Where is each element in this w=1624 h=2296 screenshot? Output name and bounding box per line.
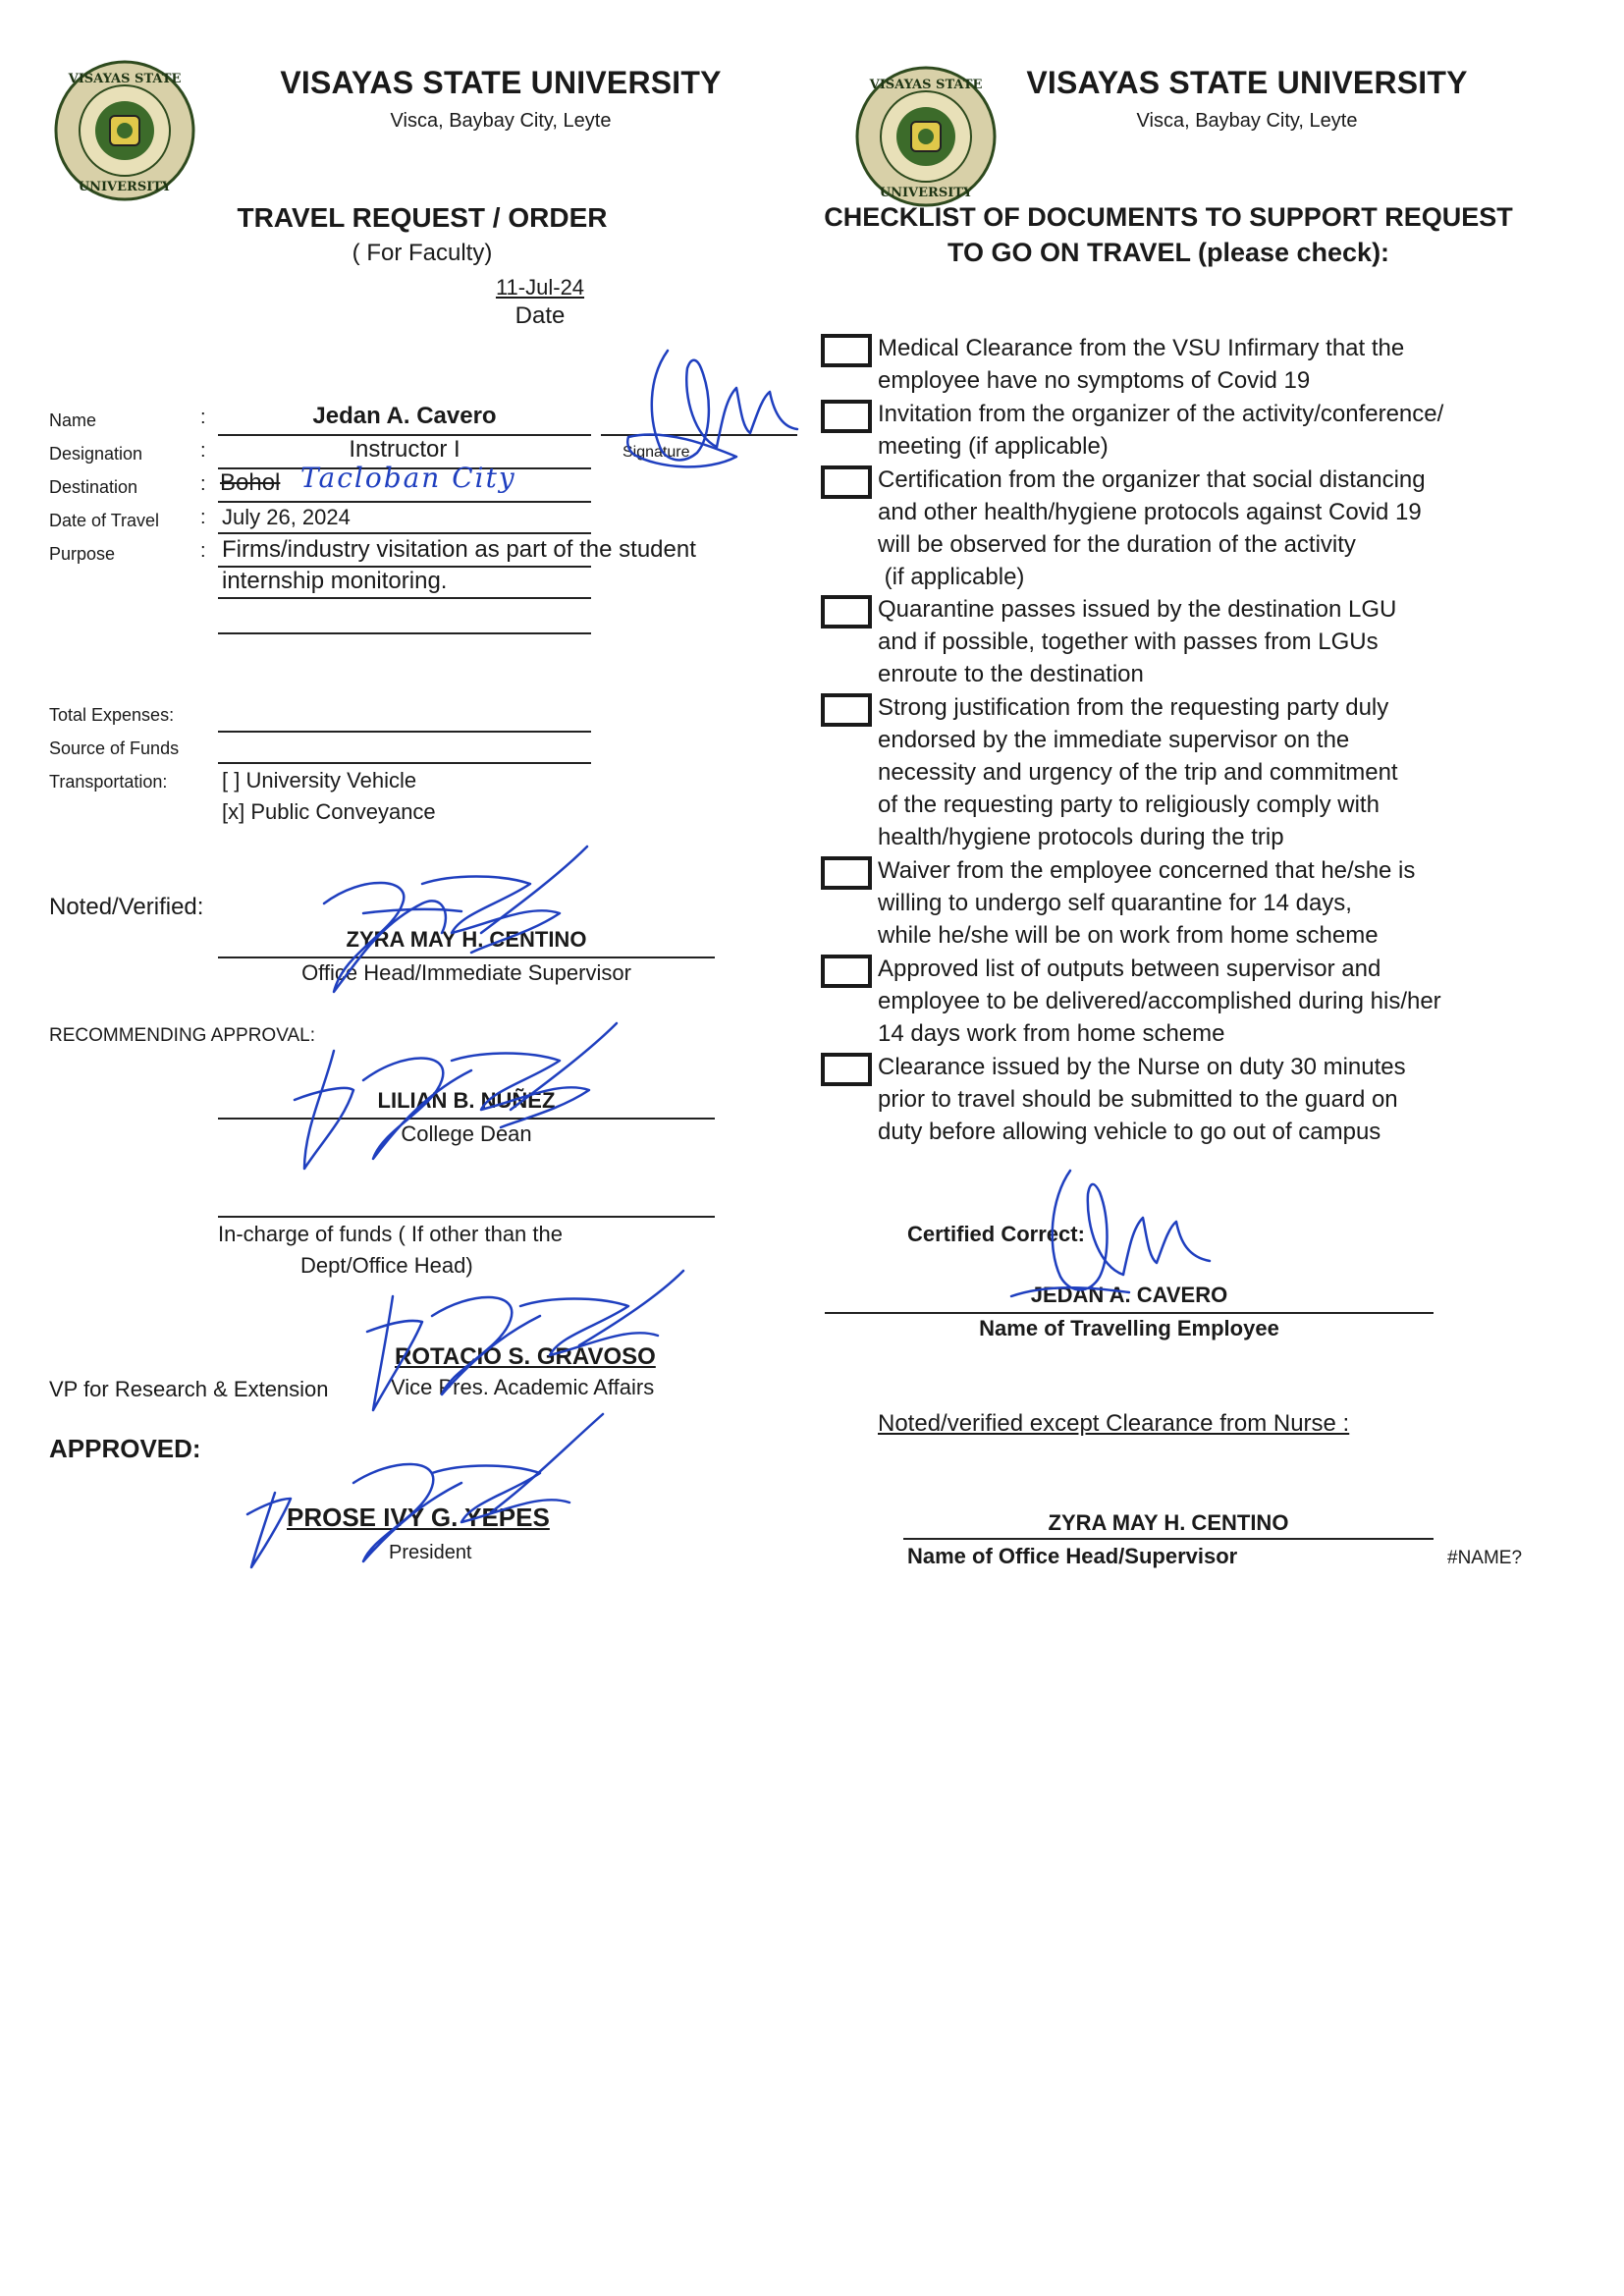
dean-signature xyxy=(285,1011,619,1178)
name-value: Jedan A. Cavero xyxy=(312,403,497,429)
checklist-checkbox-quarantine-passes[interactable] xyxy=(821,595,872,629)
purpose-underline-2 xyxy=(218,597,591,599)
president-name: PROSE IVY G. YEPES xyxy=(287,1503,550,1532)
colon: : xyxy=(200,473,206,495)
destination-label: Destination xyxy=(49,477,138,497)
checklist-item-justification: Strong justification from the requesting party duly endorsed by the immediate supervisor on the necessity and urgency of the trip and commitment of the requesting party to religiously comply with health/hygiene protocols during the trip xyxy=(878,694,1398,850)
noted-verified-label: Noted/Verified: xyxy=(49,894,204,920)
purpose-line-2: internship monitoring. xyxy=(222,568,448,594)
purpose-underline-3 xyxy=(218,632,591,634)
noted-except-label: Noted/verified except Clearance from Nurse : xyxy=(878,1410,1350,1437)
checklist-item-invitation: Invitation from the organizer of the activity/conference/ meeting (if applicable) xyxy=(878,401,1444,460)
president-signature xyxy=(236,1404,609,1571)
transportation-label: Transportation: xyxy=(49,772,168,792)
funds-line-1: In-charge of funds ( If other than the xyxy=(218,1222,563,1246)
request-date-label: Date xyxy=(514,302,566,329)
colon: : xyxy=(200,440,206,462)
funds-underline xyxy=(218,1216,715,1218)
office-head-name: ZYRA MAY H. CENTINO xyxy=(1048,1510,1289,1535)
date-of-travel-value: July 26, 2024 xyxy=(222,505,351,529)
colon: : xyxy=(200,407,206,428)
date-of-travel-underline xyxy=(218,532,591,534)
signature-label: Signature xyxy=(623,444,690,461)
checklist-checkbox-outputs[interactable] xyxy=(821,955,872,988)
vp-signature xyxy=(363,1267,687,1414)
funds-line-2: Dept/Office Head) xyxy=(300,1253,473,1278)
checklist-item-medical-clearance: Medical Clearance from the VSU Infirmary that the employee have no symptoms of Covid 19 xyxy=(878,335,1405,394)
supervisor-name: ZYRA MAY H. CENTINO xyxy=(346,927,587,952)
source-of-funds-label: Source of Funds xyxy=(49,738,180,758)
checklist-item-nurse-clearance: Clearance issued by the Nurse on duty 30 minutes prior to travel should be submitted to the guard on duty before allowing vehicle to go out of campus xyxy=(878,1054,1406,1145)
total-expenses-underline xyxy=(218,731,591,733)
checklist-item-quarantine-passes: Quarantine passes issued by the destination LGU and if possible, together with passes from LGUs enroute to the destination xyxy=(878,596,1397,687)
university-address-left: Visca, Baybay City, Leyte xyxy=(390,110,612,132)
checklist-item-waiver: Waiver from the employee concerned that he/she is willing to undergo self quarantine for 14 days, while he/she will be on work from home scheme xyxy=(878,857,1416,949)
vp-name: ROTACIO S. GRAVOSO xyxy=(395,1343,656,1370)
destination-handwritten-value: Tacloban City xyxy=(300,462,516,494)
destination-struck-value: Bohol xyxy=(220,469,281,496)
designation-label: Designation xyxy=(49,444,143,464)
purpose-label: Purpose xyxy=(49,544,116,564)
purpose-line-1: Firms/industry visitation as part of the student xyxy=(222,536,696,563)
traveler-signature xyxy=(589,339,805,476)
checklist-title-line-1: CHECKLIST OF DOCUMENTS TO SUPPORT REQUEST xyxy=(824,202,1513,232)
dean-name: LILIAN B. NUÑEZ xyxy=(377,1088,556,1113)
checklist-item-outputs: Approved list of outputs between supervisor and employee to be delivered/accomplished during his/her 14 days work from home scheme xyxy=(878,956,1441,1047)
checklist-title-line-2: TO GO ON TRAVEL (please check): xyxy=(947,238,1390,267)
office-head-caption: Name of Office Head/Supervisor xyxy=(907,1544,1238,1568)
transport-option-public-conveyance: [x] Public Conveyance xyxy=(222,799,436,824)
checklist-checkbox-waiver[interactable] xyxy=(821,856,872,890)
recommending-approval-label: RECOMMENDING APPROVAL: xyxy=(49,1025,315,1046)
checklist-checkbox-certification[interactable] xyxy=(821,465,872,499)
vp-research-label: VP for Research & Extension xyxy=(49,1377,329,1401)
destination-underline xyxy=(218,501,591,503)
svg-text:UNIVERSITY: UNIVERSITY xyxy=(78,180,172,194)
president-title: President xyxy=(389,1542,472,1563)
university-seal-right xyxy=(852,63,1000,210)
certified-correct-label: Certified Correct: xyxy=(907,1222,1085,1246)
checklist-checkbox-invitation[interactable] xyxy=(821,400,872,433)
svg-text:UNIVERSITY: UNIVERSITY xyxy=(879,186,973,200)
office-head-underline xyxy=(903,1538,1434,1540)
colon: : xyxy=(200,507,206,528)
date-of-travel-label: Date of Travel xyxy=(49,511,160,530)
travelling-employee-name: JEDAN A. CAVERO xyxy=(1030,1283,1228,1307)
designation-value: Instructor I xyxy=(349,436,460,463)
name-label: Name xyxy=(49,410,97,430)
request-date-value: 11-Jul-24 xyxy=(495,275,585,300)
total-expenses-label: Total Expenses: xyxy=(49,705,175,725)
university-address-right: Visca, Baybay City, Leyte xyxy=(1136,110,1358,132)
certified-signature xyxy=(992,1159,1247,1326)
supervisor-signature xyxy=(304,845,599,1011)
checklist-checkbox-nurse-clearance[interactable] xyxy=(821,1053,872,1086)
vp-title: Vice Pres. Academic Affairs xyxy=(391,1375,655,1399)
transport-option-university-vehicle: [ ] University Vehicle xyxy=(222,768,417,793)
travelling-employee-caption: Name of Travelling Employee xyxy=(979,1316,1279,1340)
approved-label: APPROVED: xyxy=(49,1434,201,1463)
supervisor-title: Office Head/Immediate Supervisor xyxy=(301,960,631,985)
spreadsheet-error-cell: #NAME? xyxy=(1447,1548,1523,1568)
svg-text:VISAYAS STATE: VISAYAS STATE xyxy=(869,78,983,92)
travel-request-subtitle: ( For Faculty) xyxy=(352,240,493,266)
checklist-item-certification: Certification from the organizer that social distancing and other health/hygiene protocols against Covid 19 will be observed for the duration of the activity (if applicable) xyxy=(878,466,1426,590)
travel-request-title: TRAVEL REQUEST / ORDER xyxy=(237,202,608,233)
svg-text:VISAYAS STATE: VISAYAS STATE xyxy=(68,72,182,86)
dean-title: College Dean xyxy=(401,1121,532,1146)
checklist-checkbox-justification[interactable] xyxy=(821,693,872,727)
university-name-right: VISAYAS STATE UNIVERSITY xyxy=(1026,65,1468,100)
university-name-left: VISAYAS STATE UNIVERSITY xyxy=(280,65,722,100)
checklist-checkbox-medical-clearance[interactable] xyxy=(821,334,872,367)
university-seal-left xyxy=(51,57,198,204)
colon: : xyxy=(200,540,206,562)
source-of-funds-underline xyxy=(218,762,591,764)
